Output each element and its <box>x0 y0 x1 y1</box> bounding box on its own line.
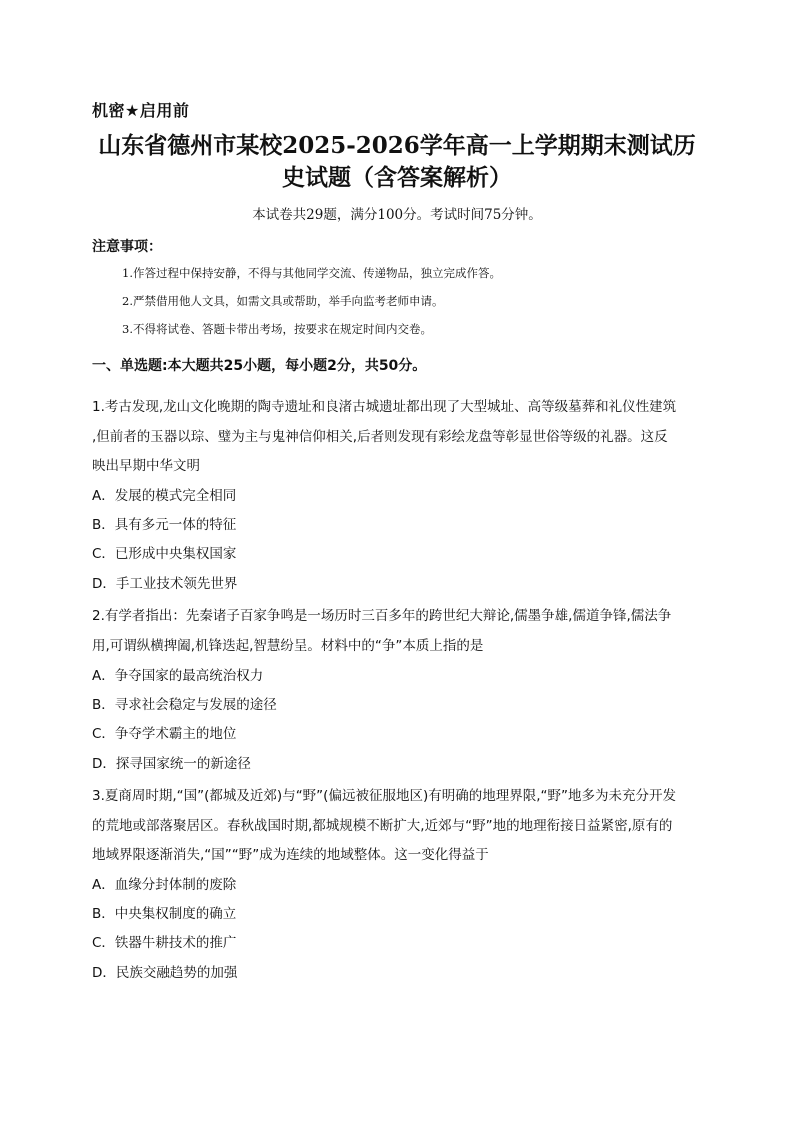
question-3-stem: 的荒地或部落聚居区。春秋战国时期,都城规模不断扩大,近郊与“野”地的地理衔接日益紧密,原有的 <box>92 818 673 834</box>
notice-item: 3.不得将试卷、答题卡带出考场，按要求在规定时间内交卷。 <box>122 322 432 336</box>
question-3-stem: 地域界限逐渐消失,“国”“野”成为连续的地域整体。这一变化得益于 <box>92 847 489 863</box>
confidential-label: 机密★启用前 <box>92 101 190 120</box>
question-1-option-b: B．具有多元一体的特征 <box>92 517 237 533</box>
exam-title-line-2: 史试题（含答案解析） <box>282 164 512 191</box>
question-2-option-a: A．争夺国家的最高统治权力 <box>92 668 264 684</box>
question-1-stem: ,但前者的玉器以琮、璧为主与鬼神信仰相关,后者则发现有彩绘龙盘等彰显世俗等级的礼器。这反 <box>92 429 668 445</box>
question-3-option-a: A．血缘分封体制的废除 <box>92 877 237 893</box>
question-1-option-d: D．手工业技术领先世界 <box>92 576 238 592</box>
exam-title-line-1: 山东省德州市某校2025-2026学年高一上学期期末测试历 <box>98 132 696 159</box>
question-1-stem: 1.考古发现,龙山文化晚期的陶寺遗址和良渚古城遗址都出现了大型城址、高等级墓葬和礼仪性建筑 <box>92 399 677 415</box>
section-heading: 一、单选题:本大题共25小题，每小题2分，共50分。 <box>92 358 427 374</box>
notice-heading: 注意事项： <box>92 239 162 255</box>
question-2-stem: 2.有学者指出：先秦诸子百家争鸣是一场历时三百多年的跨世纪大辩论,儒墨争雄,儒道争锋,儒法争 <box>92 608 672 624</box>
question-2-stem: 用,可谓纵横捭阖,机锋迭起,智慧纷呈。材料中的“争”本质上指的是 <box>92 638 484 654</box>
question-2-option-b: B．寻求社会稳定与发展的途径 <box>92 697 277 713</box>
question-1-stem: 映出早期中华文明 <box>92 458 200 474</box>
question-3-option-d: D．民族交融趋势的加强 <box>92 965 238 981</box>
question-1-option-a: A．发展的模式完全相同 <box>92 488 237 504</box>
exam-info: 本试卷共29题，满分100分。考试时间75分钟。 <box>252 207 542 223</box>
question-3-option-b: B．中央集权制度的确立 <box>92 906 237 922</box>
question-1-option-c: C．已形成中央集权国家 <box>92 546 237 562</box>
question-2-option-c: C．争夺学术霸主的地位 <box>92 726 237 742</box>
notice-item: 2.严禁借用他人文具，如需文具或帮助，举手向监考老师申请。 <box>122 294 444 308</box>
question-3-option-c: C．铁器牛耕技术的推广 <box>92 935 237 951</box>
question-2-option-d: D．探寻国家统一的新途径 <box>92 756 251 772</box>
question-3-stem: 3.夏商周时期,“国”(都城及近郊)与“野”(偏远被征服地区)有明确的地理界限,“野”地多为未充分开发 <box>92 788 676 804</box>
notice-item: 1.作答过程中保持安静，不得与其他同学交流、传递物品，独立完成作答。 <box>122 266 501 280</box>
